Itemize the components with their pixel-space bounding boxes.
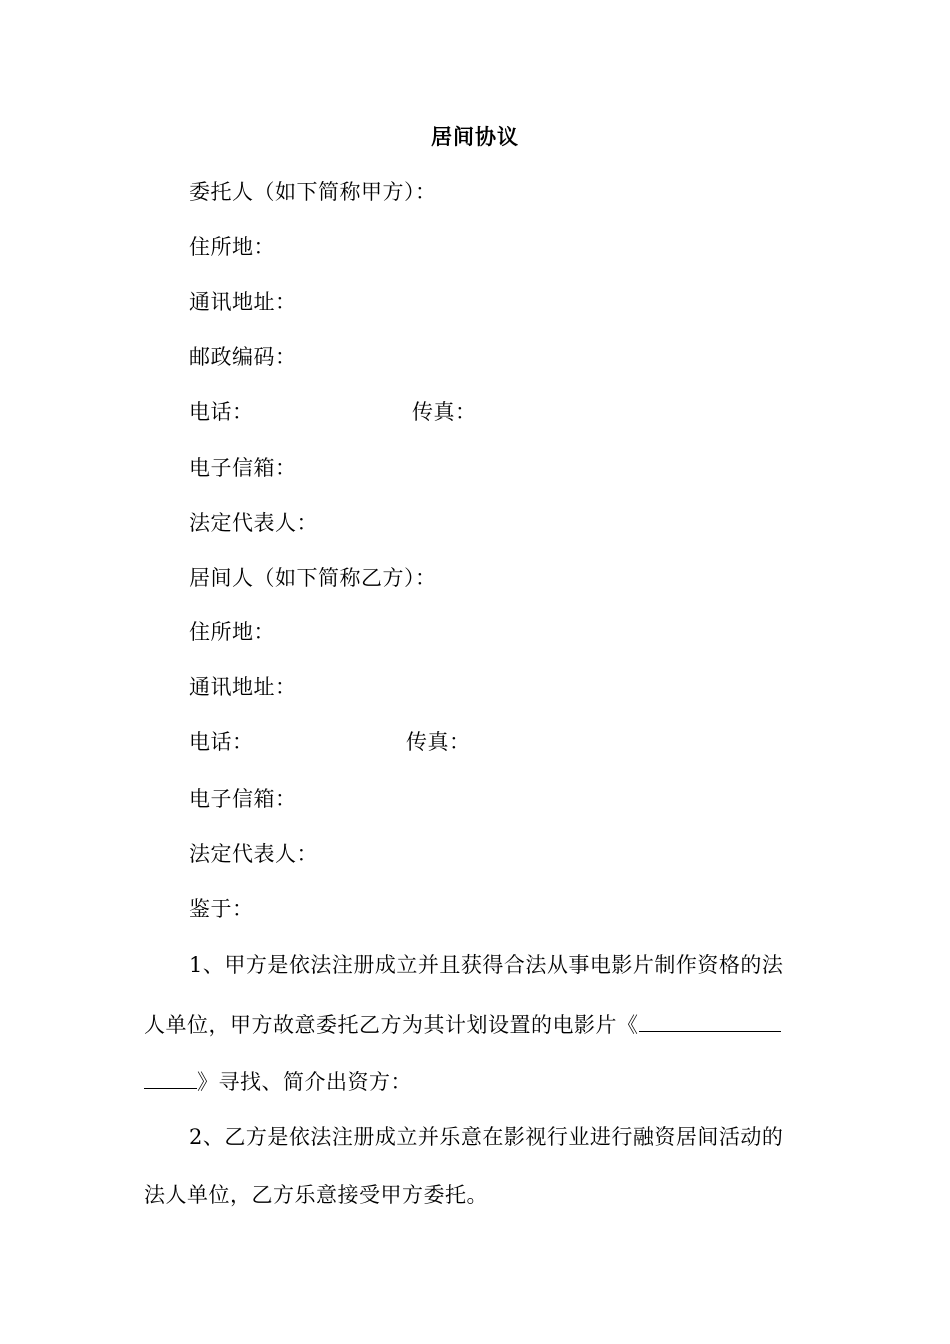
party-a-address-label: 通讯地址： (189, 290, 297, 314)
clause-2-line-1: 2、乙方是依法注册成立并乐意在影视行业进行融资居间活动的 (189, 1125, 784, 1149)
clause-1-line-2-text: 人单位，甲方故意委托乙方为其计划设置的电影片《 (144, 1013, 639, 1037)
party-a-fax-label: 传真： (412, 400, 477, 424)
party-b-phone-label: 电话： (189, 730, 254, 754)
party-a-heading: 委托人（如下简称甲方）： (189, 180, 437, 204)
party-b-address-label: 通讯地址： (189, 675, 297, 699)
clause-1-line-2 (144, 1009, 781, 1040)
party-a-email-label: 电子信箱： (189, 456, 297, 480)
party-b-residence-label: 住所地： (189, 620, 275, 644)
party-a-legal-rep-label: 法定代表人： (189, 511, 318, 535)
party-a-residence-label: 住所地： (189, 235, 275, 259)
party-a-postcode-label: 邮政编码： (189, 345, 297, 369)
clause-2-line-2: 法人单位，乙方乐意接受甲方委托。 (144, 1183, 488, 1207)
clause-1-line-1: 1、甲方是依法注册成立并且获得合法从事电影片制作资格的法 (189, 953, 784, 977)
document-title: 居间协议 (431, 124, 519, 149)
whereas-label: 鉴于： (189, 897, 254, 921)
clause-1-line-3 (144, 1066, 412, 1097)
party-b-legal-rep-label: 法定代表人： (189, 842, 318, 866)
party-a-phone-label: 电话： (189, 400, 254, 424)
film-title-blank-part-1 (639, 1009, 781, 1032)
party-b-fax-label: 传真： (406, 730, 471, 754)
film-title-blank-part-2 (144, 1066, 197, 1089)
clause-1-line-3-text: 》寻找、简介出资方： (197, 1070, 412, 1094)
party-b-email-label: 电子信箱： (189, 787, 297, 811)
party-b-heading: 居间人（如下简称乙方）： (189, 566, 437, 590)
